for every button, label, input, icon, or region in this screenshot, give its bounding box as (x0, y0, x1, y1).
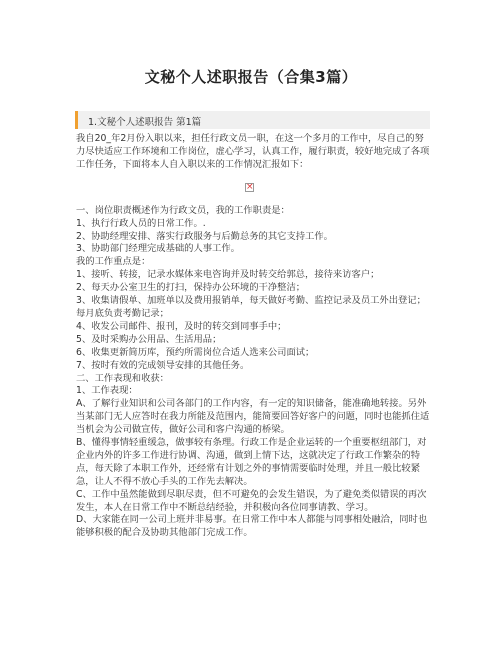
body-line: 1、工作表现： (76, 385, 138, 397)
body-line: 3、协助部门经理完成基础的人事工作。 (76, 243, 240, 255)
body-line: 5、及时采购办公用品、生活用品； (76, 333, 222, 345)
body-line: D、大家能在同一公司上班并非易事。在日常工作中本人都能与同事相处融洽，同时也能够积极的配合及协助其他部门完成工作。 (76, 514, 428, 539)
section-heading: 1.文秘个人述职报告 第1篇 (88, 117, 202, 128)
body-line: C、工作中虽然能做到尽职尽责，但不可避免的会发生错误，为了避免类似错误的再次发生，本人在日常工作中不断总结经验，并积极向各位同事请教、学习。 (76, 488, 427, 513)
body-line: A、了解行业知识和公司各部门的工作内容，有一定的知识储备，能准确地转接。另外当某部门无人应答时在我力所能及范围内，能简要回答好客户的问题，同时也能抓住适当机会为公司做宣传，做好公司和客户沟通的桥梁。 (76, 398, 430, 436)
body-line: 4、收发公司邮件、报刊，及时的转交到同事手中； (76, 320, 287, 332)
body-line: 2、协助经理安排、落实行政服务与后勤总务的其它支持工作。 (76, 230, 333, 242)
document-title: 文秘个人述职报告（合集3篇） (144, 68, 358, 86)
body-line: 6、收集更新简历库，预约所需岗位合适人选来公司面试； (76, 346, 315, 358)
body-line: 1、接听、转接，记录水媒体来电咨询并及时转交给郭总，接待来访客户； (76, 269, 380, 281)
body-line: 二、工作表现和收获： (76, 372, 169, 384)
broken-image-icon (245, 183, 254, 192)
body-line: 1、执行行政人员的日常工作。. (76, 217, 206, 229)
body-line: 一、岗位职责概述作为行政文员，我的工作职责是： (76, 204, 290, 216)
intro-paragraph: 我自20_年2月份入职以来，担任行政文员一职，在这一个多月的工作中，尽自己的努力尽快适应工作环境和工作岗位，虚心学习，认真工作，履行职责，较好地完成了各项工作任务，下面将本人自入职以来的工作情况汇报如下： (76, 133, 430, 170)
section-heading-bar (75, 111, 430, 129)
body-line: 7、按时有效的完成领导安排的其他任务。 (76, 359, 250, 371)
body-line: 3、收集请假单、加班单以及费用报销单，每天做好考勤、监控记录及员工外出登记；每月底负责考勤记录； (76, 295, 426, 319)
body-line: B、懂得事情轻重缓急，做事较有条理。行政工作是企业运转的一个重要枢纽部门，对企业内外的许多工作进行协调、沟通，做到上情下达，这就决定了行政工作繁杂的特点，每天除了本职工作外，还经常有计划之外的事情需要临时处理，并且一般比较紧急，让人不得不放心手头的工作先去解决。 (76, 437, 427, 487)
document-body (76, 133, 431, 540)
body-line: 我的工作重点是： (76, 256, 151, 268)
body-line: 2、每天办公室卫生的打扫，保持办公环境的干净整洁； (76, 282, 306, 294)
